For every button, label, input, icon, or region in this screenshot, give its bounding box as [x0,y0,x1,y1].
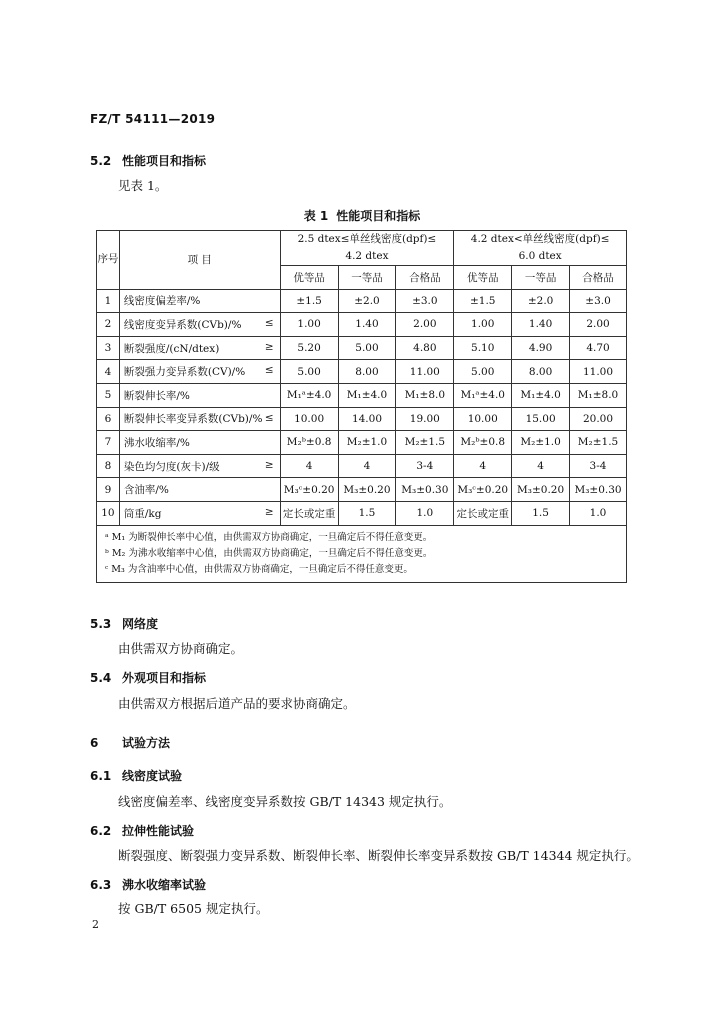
table-cell: M₃±0.30 [396,478,454,502]
row-item-name [119,289,280,313]
table-cell: 3-4 [396,454,454,478]
table-cell: 5.10 [454,336,512,360]
table-cell: M₂ᵇ±0.8 [280,431,338,455]
row-item-name [119,501,280,525]
table-cell: M₂ᵇ±0.8 [454,431,512,455]
page-number: 2 [92,918,99,931]
section-5-2-heading: 5.2 性能项目和指标 [90,154,207,168]
grade-header: 合格品 [570,266,627,290]
row-item-label: 筒重/kg [123,507,162,520]
table-cell: 8.00 [512,360,570,384]
table-row [97,478,627,502]
table-cell: M₁±4.0 [338,383,396,407]
row-comparison-symbol: ≤ [264,411,274,424]
table-cell: 1.5 [338,501,396,525]
row-number: 9 [97,478,120,502]
table-cell: M₂±1.5 [396,431,454,455]
table-cell: ±1.5 [454,289,512,313]
table-cell: 4.80 [396,336,454,360]
section-6-1-text: 线密度偏差率、线密度变异系数按 GB/T 14343 规定执行。 [118,794,452,809]
table-cell: ±3.0 [570,289,627,313]
row-number: 6 [97,407,120,431]
section-6-1-heading: 6.1 线密度试验 [90,769,183,783]
table-cell: M₂±1.0 [338,431,396,455]
table-cell: 19.00 [396,407,454,431]
header-item: 项 目 [119,231,280,290]
table-row [97,431,627,455]
row-comparison-symbol: ≥ [264,505,274,518]
table-cell: M₂±1.5 [570,431,627,455]
table-row [97,501,627,525]
table-cell: M₁±8.0 [570,383,627,407]
table-row [97,407,627,431]
grade-header: 一等品 [338,266,396,290]
row-comparison-symbol: ≤ [264,364,274,377]
table-cell: M₃±0.20 [512,478,570,502]
table-cell: 11.00 [570,360,627,384]
standard-code: FZ/T 54111—2019 [90,112,216,126]
table-cell: 15.00 [512,407,570,431]
section-5-4-text: 由供需双方根据后道产品的要求协商确定。 [118,696,356,711]
section-6-3-heading: 6.3 沸水收缩率试验 [90,878,207,892]
table-cell: 4 [280,454,338,478]
table-cell: 5.00 [280,360,338,384]
row-number: 2 [97,313,120,337]
table-cell: 5.20 [280,336,338,360]
table-header-row [97,231,627,266]
table-cell: 10.00 [454,407,512,431]
row-number: 3 [97,336,120,360]
table-cell: 定长或定重 [280,501,338,525]
row-number: 8 [97,454,120,478]
row-item-name [119,407,280,431]
row-item-name [119,454,280,478]
table-cell: 1.0 [396,501,454,525]
row-item-label: 线密度变异系数(CVb)/% [123,318,242,331]
table-cell: M₁±4.0 [512,383,570,407]
table-cell: ±2.0 [512,289,570,313]
row-item-label: 沸水收缩率/% [123,436,190,449]
table-note: ᵇ M₂ 为沸水收缩率中心值，由供需双方协商确定，一旦确定后不得任意变更。 [105,547,433,559]
table-cell: 14.00 [338,407,396,431]
section-5-4-heading: 5.4 外观项目和指标 [90,671,207,685]
grade-header: 合格品 [396,266,454,290]
section-5-2-text: 见表 1。 [118,178,168,193]
table-note: ᵃ M₁ 为断裂伸长率中心值，由供需双方协商确定，一旦确定后不得任意变更。 [105,531,433,543]
table-notes [97,525,627,582]
table-cell: 定长或定重 [454,501,512,525]
table-row [97,454,627,478]
row-number: 5 [97,383,120,407]
table-row [97,336,627,360]
row-item-label: 断裂强度/(cN/dtex) [123,342,220,355]
table-cell: M₃ᶜ±0.20 [454,478,512,502]
table-cell: M₃±0.30 [570,478,627,502]
header-range-2: 4.2 dtex<单丝线密度(dpf)≤ 6.0 dtex [454,231,627,266]
row-comparison-symbol: ≥ [264,458,274,471]
table-cell: 4.70 [570,336,627,360]
table-cell: ±2.0 [338,289,396,313]
row-number: 10 [97,501,120,525]
table-notes-row [97,525,627,582]
table-cell: 1.0 [570,501,627,525]
table-row [97,360,627,384]
table-cell: ±3.0 [396,289,454,313]
row-item-label: 断裂伸长率变异系数(CVb)/% [123,413,263,426]
row-item-label: 断裂强力变异系数(CV)/% [123,366,246,379]
row-item-label: 染色均匀度(灰卡)/级 [123,460,220,473]
table-cell: M₁±8.0 [396,383,454,407]
table-cell: M₃ᶜ±0.20 [280,478,338,502]
row-number: 7 [97,431,120,455]
table-row [97,383,627,407]
grade-header: 优等品 [454,266,512,290]
table-cell: 8.00 [338,360,396,384]
table-cell: 4 [454,454,512,478]
grade-header: 一等品 [512,266,570,290]
table-caption: 表 1 性能项目和指标 [303,209,421,223]
table-cell: 4.90 [512,336,570,360]
table-cell: 20.00 [570,407,627,431]
section-6-3-text: 按 GB/T 6505 规定执行。 [118,901,269,916]
table-cell: M₃±0.20 [338,478,396,502]
table-note: ᶜ M₃ 为含油率中心值，由供需双方协商确定，一旦确定后不得任意变更。 [105,563,413,575]
row-number: 1 [97,289,120,313]
spec-table [96,230,627,583]
table-row [97,313,627,337]
table-cell: 4 [512,454,570,478]
table-cell: M₂±1.0 [512,431,570,455]
table-cell: 1.5 [512,501,570,525]
table-cell: 2.00 [570,313,627,337]
row-item-name [119,313,280,337]
table-cell: 5.00 [454,360,512,384]
section-6-heading: 6 试验方法 [90,736,171,750]
row-comparison-symbol: ≤ [264,317,274,330]
table-cell: 11.00 [396,360,454,384]
header-range-1: 2.5 dtex≤单丝线密度(dpf)≤ 4.2 dtex [280,231,454,266]
table-cell: 5.00 [338,336,396,360]
section-5-3-heading: 5.3 网络度 [90,617,159,631]
table-cell: 2.00 [396,313,454,337]
table-cell: 1.00 [454,313,512,337]
table-cell: M₁ᵃ±4.0 [454,383,512,407]
row-item-label: 线密度偏差率/% [123,295,201,308]
row-number: 4 [97,360,120,384]
row-comparison-symbol: ≥ [264,340,274,353]
table-row [97,289,627,313]
table-cell: M₁ᵃ±4.0 [280,383,338,407]
table-cell: ±1.5 [280,289,338,313]
table-cell: 1.40 [512,313,570,337]
table-cell: 3-4 [570,454,627,478]
row-item-name [119,360,280,384]
header-seq: 序号 [97,231,120,290]
section-5-3-text: 由供需双方协商确定。 [118,641,244,656]
row-item-name [119,336,280,360]
table-cell: 1.00 [280,313,338,337]
row-item-label: 断裂伸长率/% [123,389,190,402]
section-6-2-text: 断裂强度、断裂强力变异系数、断裂伸长率、断裂伸长率变异系数按 GB/T 14344 规定执行。 [118,848,639,863]
grade-header: 优等品 [280,266,338,290]
row-item-label: 含油率/% [123,484,169,497]
table-cell: 4 [338,454,396,478]
row-item-name [119,431,280,455]
row-item-name [119,478,280,502]
row-item-name [119,383,280,407]
table-cell: 1.40 [338,313,396,337]
section-6-2-heading: 6.2 拉伸性能试验 [90,824,195,838]
table-cell: 10.00 [280,407,338,431]
